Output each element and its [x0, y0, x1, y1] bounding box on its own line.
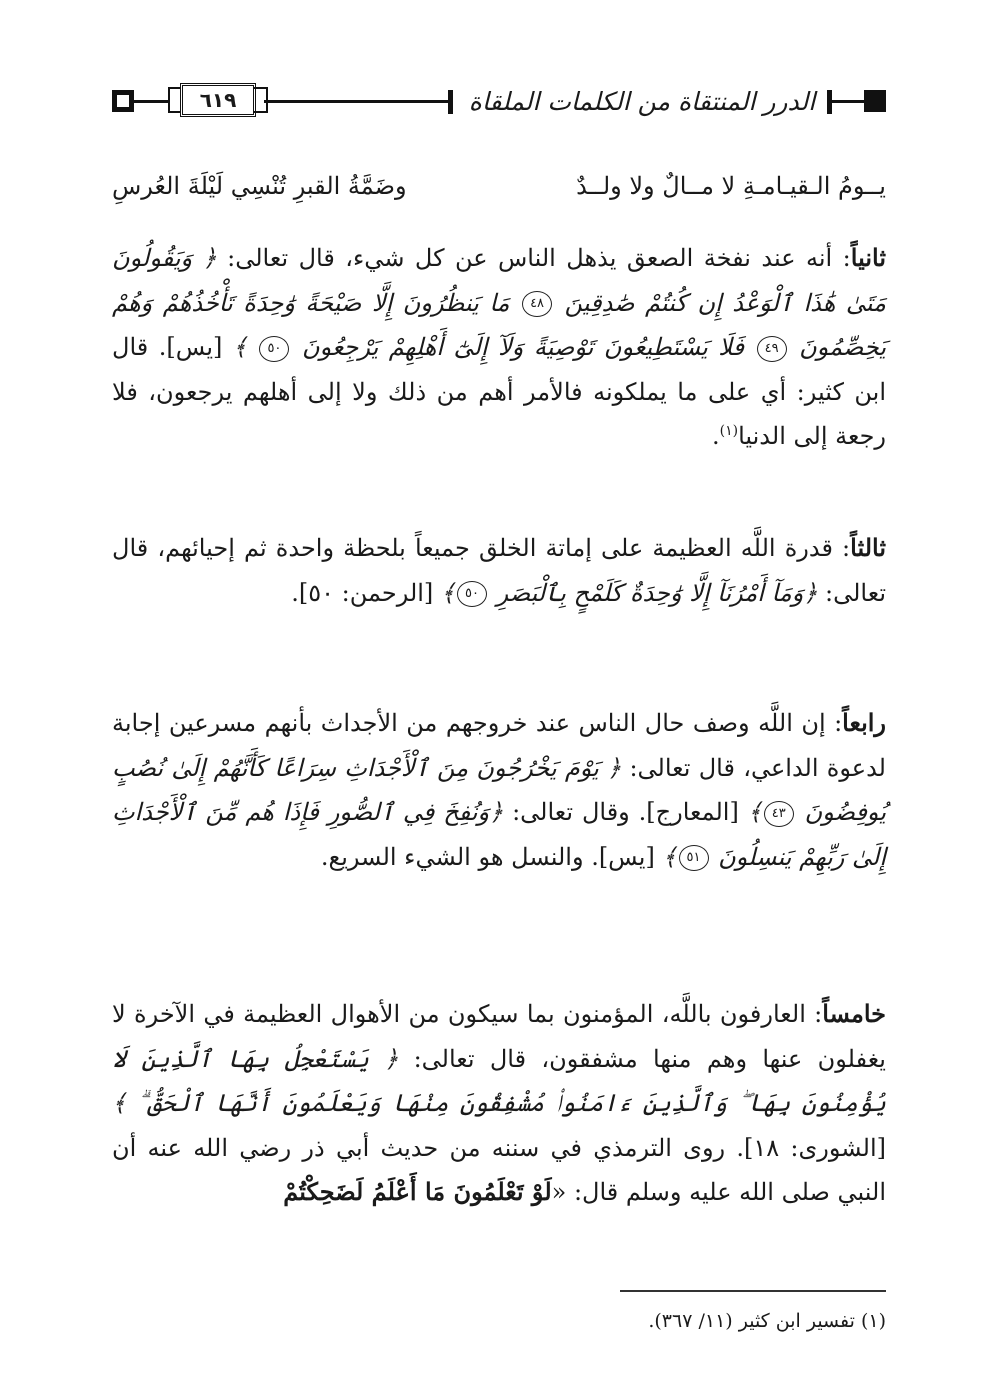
body-text: : العارفون باللَّه، المؤمنون بما سيكون من الأهوال العظيمة في الآخرة لا يغفلون عنها وهم منها مشفقون، قال تعالى:	[112, 1000, 886, 1073]
footnote-separator	[620, 1290, 886, 1292]
section-label: خامساً	[822, 999, 886, 1028]
body-text: [المعارج]. وقال تعالى:	[503, 798, 748, 826]
section-label: رابعاً	[842, 708, 886, 737]
quran-verse-text: ﴾	[232, 333, 258, 361]
poetry-verse	[112, 163, 886, 209]
ayah-number-marker: ٤٩	[757, 336, 787, 362]
body-text: .	[711, 422, 720, 450]
footnote: (١) تفسير ابن كثير (١١/ ٣٦٧).	[648, 1310, 886, 1332]
verse-second-hemistich: وضَمَّةُ القبرِ تُنْسِي لَيْلَةَ العُرسِ	[112, 172, 407, 200]
quran-verse-text: فَلَا يَسْتَطِيعُونَ تَوْصِيَةً وَلَآ إِلَىٰٓ أَهْلِهِمْ يَرْجِعُونَ	[291, 333, 755, 361]
body-text: [الشورى: ١٨]. روى الترمذي في سننه من حديث أبي ذر رضي الله عنه أن النبي صلى الله عليه وسلم قال: «	[112, 1133, 886, 1206]
quran-verse-text: ﴿ يَسْتَعْجِلُ بِهَا ٱلَّذِينَ لَا يُؤْمِنُونَ بِهَا ۖ وَٱلَّذِينَ ءَامَنُوا۟ مُشْفِقُونَ مِنْهَا وَيَعْلَمُونَ أَنَّهَا ٱلْحَقُّ ۗ ﴾	[112, 1044, 886, 1117]
section-label: ثالثاً	[850, 533, 886, 562]
ayah-number-marker: ٥١	[679, 845, 709, 871]
quran-verse-text: ﴿وَنُفِخَ فِي ٱلصُّورِ فَإِذَا هُم مِّنَ ٱلْأَجْدَاثِ إِلَىٰ رَبِّهِمْ يَنسِلُونَ	[112, 798, 886, 871]
ayah-number-marker: ٥٠	[457, 581, 487, 607]
verse-first-hemistich: يــومُ الـقيـامـةِ لا مــالٌ ولا ولــدٌ	[576, 172, 886, 200]
quran-verse-text: ﴿ يَوْمَ يَخْرُجُونَ مِنَ ٱلْأَجْدَاثِ سِرَاعًا كَأَنَّهُمْ إِلَىٰ نُصُبٍ يُوفِضُونَ	[112, 753, 887, 826]
quran-verse-text: ﴿ وَيَقُولُونَ مَتَىٰ هَٰذَا ٱلْوَعْدُ إِن كُنتُمْ صَٰدِقِينَ	[112, 244, 887, 317]
section-fifth	[112, 992, 886, 1215]
section-paragraph	[112, 526, 886, 615]
body-text: : إن اللَّه وصف حال الناس عند خروجهم من الأجداث بأنهم مسرعين إجابة لدعوة الداعي، قال تعالى:	[112, 709, 886, 782]
ayah-number-marker: ٥٠	[259, 336, 289, 362]
ayah-number-marker: ٤٨	[522, 291, 552, 317]
section-paragraph	[112, 701, 886, 879]
section-paragraph	[112, 992, 886, 1215]
body-text: : أنه عند نفخة الصعق يذهل الناس عن كل شيء، قال تعالى:	[216, 244, 851, 272]
header-rule	[134, 100, 170, 103]
header-rule	[830, 100, 864, 103]
section-label: ثانياً	[850, 243, 887, 272]
quran-verse-text: ﴾	[662, 842, 677, 871]
quran-verse-text: ﴿وَمَآ أَمْرُنَآ إِلَّا وَٰحِدَةٌ كَلَمْحٍ بِٱلْبَصَرِ	[488, 578, 818, 607]
quran-verse-text: مَا يَنظُرُونَ إِلَّا صَيْحَةً وَٰحِدَةً تَأْخُذُهُمْ وَهُمْ يَخِصِّمُونَ	[112, 288, 886, 361]
body-text: [الرحمن: ٥٠].	[291, 578, 441, 607]
section-second	[112, 236, 886, 459]
book-title: الدرر المنتقاة من الكلمات الملقاة	[468, 87, 816, 116]
section-paragraph	[112, 236, 886, 459]
quran-verse-text: ﴾	[747, 798, 762, 826]
body-text: : قدرة اللَّه العظيمة على إماتة الخلق جميعاً بلحظة واحدة ثم إحيائهم، قال تعالى:	[112, 534, 886, 607]
hadith-text: لَوْ تَعْلَمُونَ مَا أَعْلَمُ لَضَحِكْتُمْ	[283, 1177, 552, 1206]
header-rule	[264, 100, 452, 103]
body-text: [يس]. قال ابن كثير: أي على ما يملكونه فالأمر أهم من ذلك ولا إلى أهلهم يرجعون، فلا رجعة إلى الدنيا	[112, 333, 886, 450]
page-number: ٦١٩	[180, 83, 256, 117]
header-bar	[448, 90, 453, 114]
section-third	[112, 526, 886, 615]
ayah-number-marker: ٤٣	[764, 801, 794, 827]
header-square-filled	[864, 90, 886, 112]
page-header	[112, 80, 886, 128]
header-square-outline	[112, 90, 134, 112]
quran-verse-text: ﴾	[440, 578, 455, 607]
section-fourth	[112, 701, 886, 879]
body-text: [يس]. والنسل هو الشيء السريع.	[320, 842, 663, 871]
footnote-reference: (١)	[719, 423, 739, 439]
